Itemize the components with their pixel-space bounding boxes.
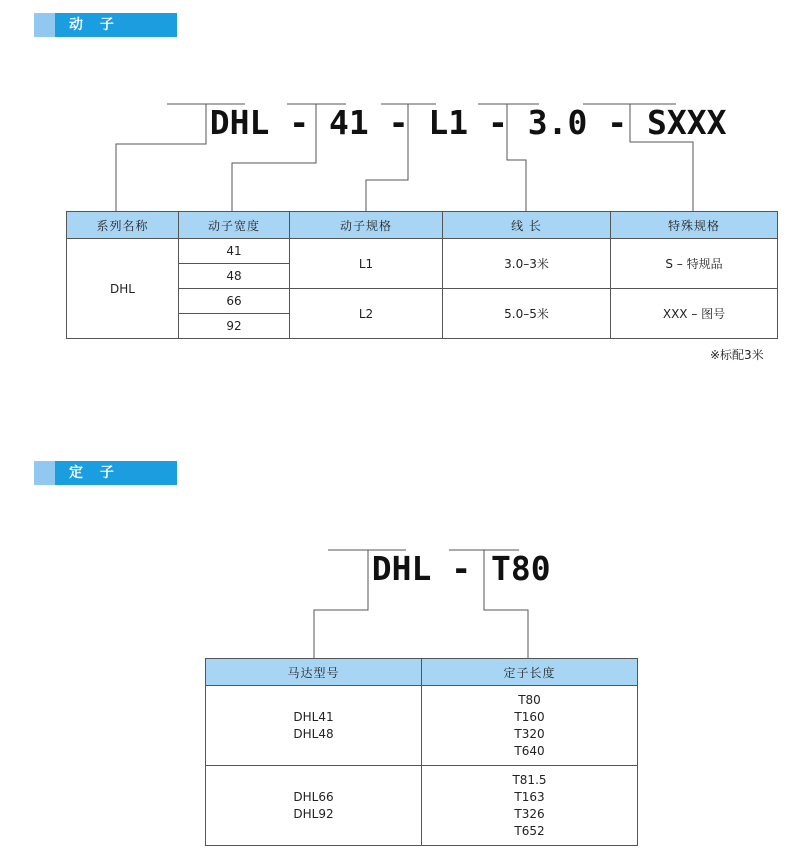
length-item: T320 [514, 726, 545, 741]
length-item: T326 [514, 806, 545, 821]
header-spec: 动子规格 [290, 212, 443, 239]
header-width: 动子宽度 [179, 212, 290, 239]
code-part-length: T80 [490, 549, 551, 588]
code-sep: - [388, 103, 409, 142]
header-special: 特殊规格 [611, 212, 778, 239]
cell-width: 66 [179, 289, 290, 314]
code-part-length: 3.0 [527, 103, 588, 142]
cell-special: S – 特规品 [611, 239, 778, 289]
code-part-special: SXXX [646, 103, 727, 142]
cell-motor-models [206, 766, 422, 846]
code-part-series: DHL [209, 103, 270, 142]
model-item: DHL66 [293, 789, 334, 804]
header-motor-model: 马达型号 [206, 659, 422, 686]
code-sep: - [451, 549, 472, 588]
cell-width: 48 [179, 264, 290, 289]
header-length: 线 长 [443, 212, 611, 239]
cell-spec: L1 [290, 239, 443, 289]
code-sep: - [607, 103, 628, 142]
stator-spec-table [205, 658, 638, 846]
standard-length-note: ※标配3米 [710, 348, 764, 362]
code-sep: - [289, 103, 310, 142]
cell-series: DHL [67, 239, 179, 339]
length-item: T163 [514, 789, 545, 804]
cell-spec: L2 [290, 289, 443, 339]
code-part-series: DHL [371, 549, 432, 588]
length-item: T652 [514, 823, 545, 838]
cell-length: 5.0–5米 [443, 289, 611, 339]
cell-length: 3.0–3米 [443, 239, 611, 289]
length-item: T80 [518, 692, 541, 707]
code-sep: - [487, 103, 508, 142]
length-item: T160 [514, 709, 545, 724]
cell-stator-lengths [422, 766, 638, 846]
model-item: DHL41 [293, 709, 334, 724]
code-part-width: 41 [328, 103, 369, 142]
code-part-spec: L1 [428, 103, 469, 142]
length-item: T640 [514, 743, 545, 758]
cell-special: XXX – 图号 [611, 289, 778, 339]
cell-width: 92 [179, 314, 290, 339]
header-stator-length: 定子长度 [422, 659, 638, 686]
cell-stator-lengths [422, 686, 638, 766]
section-title-stator: 定 子 [55, 461, 177, 485]
model-item: DHL92 [293, 806, 334, 821]
cell-width: 41 [179, 239, 290, 264]
model-item: DHL48 [293, 726, 334, 741]
cell-motor-models [206, 686, 422, 766]
header-series: 系列名称 [67, 212, 179, 239]
length-item: T81.5 [512, 772, 547, 787]
section-title-mover: 动 子 [55, 13, 177, 37]
